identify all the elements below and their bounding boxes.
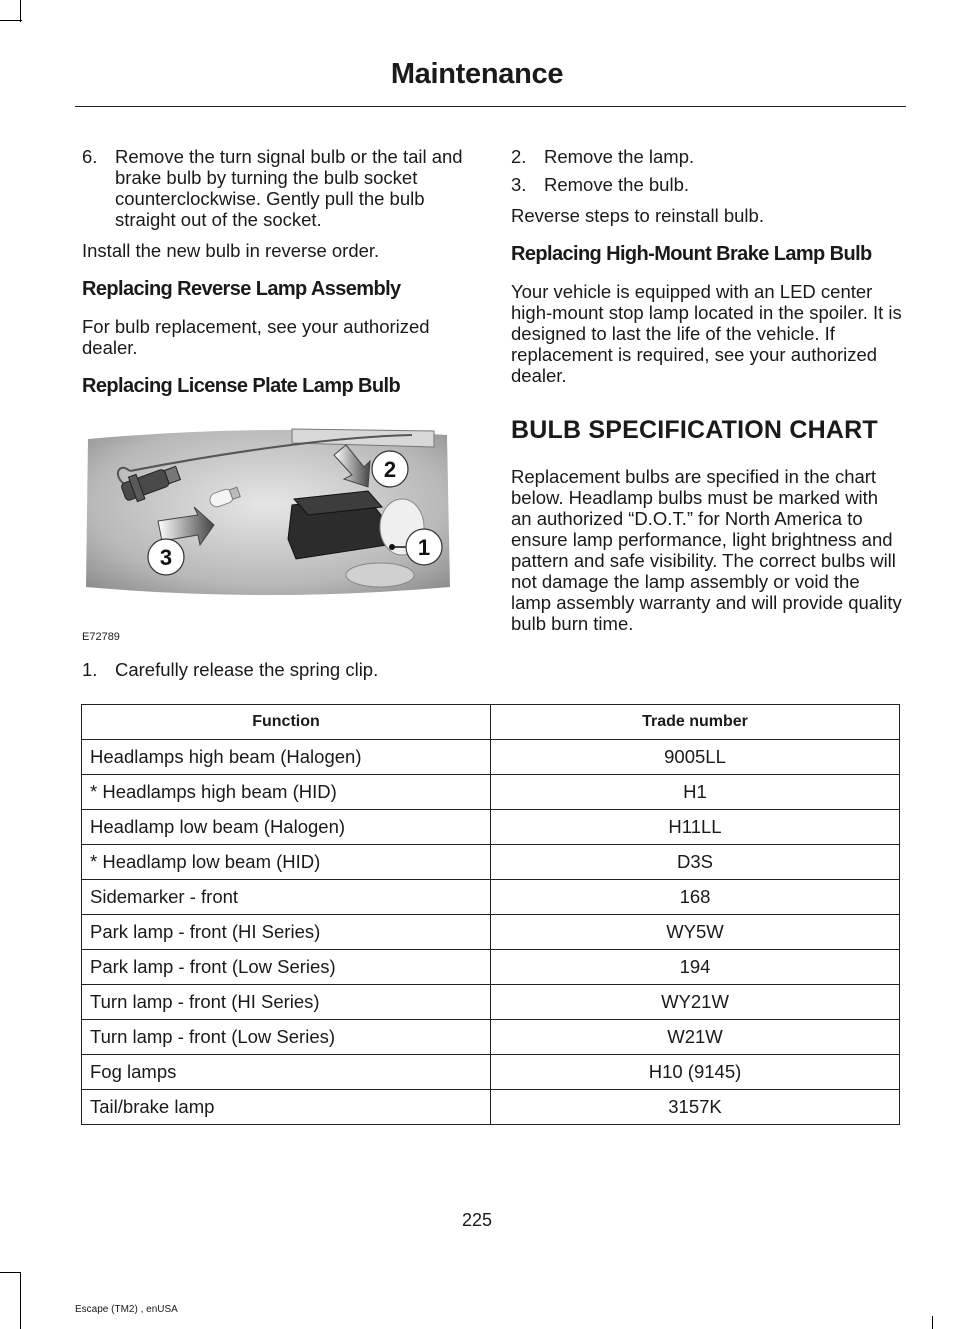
table-row [82,915,900,950]
bulb-chart-intro: Replacement bulbs are specified in the chart below. Headlamp bulbs must be marked with an authorized “D.O.T.” for North America to ensure lamp performance, light brightness and pattern and safe visibility. The correct bulbs will not damage the lamp assembly or void the lamp assembly warranty and will provide quality bulb burn time. [511,466,902,634]
function-cell: Park lamp - front (Low Series) [82,950,491,985]
step-number: 1. [82,659,98,680]
step-text: Remove the turn signal bulb or the tail and brake bulb by turning the bulb socket counterclockwise. Gently pull the bulb straight out of the socket. [115,146,463,230]
function-cell: Headlamp low beam (Halogen) [82,810,491,845]
step-text: Remove the bulb. [544,174,690,195]
step-number: 6. [82,146,98,167]
install-note: Install the new bulb in reverse order. [82,240,380,261]
step-1 [82,659,474,680]
trade-number-cell: H11LL [491,810,900,845]
right-column [511,146,903,644]
table-row [82,775,900,810]
function-cell: Turn lamp - front (Low Series) [82,1020,491,1055]
page-title: Maintenance [390,58,564,90]
table-row [82,1055,900,1090]
left-column [82,146,474,413]
column-header-function: Function [82,705,491,740]
trade-number-cell: H10 (9145) [491,1055,900,1090]
license-lamp-heading: Replacing License Plate Lamp Bulb [82,375,401,397]
step-text: Carefully release the spring clip. [115,659,379,680]
trade-number-cell: 9005LL [491,740,900,775]
license-lamp-diagram [82,427,452,599]
highmount-text: Your vehicle is equipped with an LED center high-mount stop lamp located in the spoiler. It is designed to last the life of the vehicle. If replacement is required, see your authorized dealer. [511,281,902,386]
step-number: 3. [511,174,527,195]
crop-mark [20,1272,21,1329]
reverse-lamp-text: For bulb replacement, see your authorized dealer. [82,316,430,358]
step-6 [82,146,474,230]
crop-mark [20,0,21,22]
callout-3: 3 [159,545,173,570]
bulb-spec-table [81,704,900,1125]
table-row [82,845,900,880]
step-text: Remove the lamp. [544,146,695,167]
function-cell: Park lamp - front (HI Series) [82,915,491,950]
trade-number-cell: WY5W [491,915,900,950]
table-row [82,810,900,845]
step-2 [511,146,903,167]
bulb-chart-heading: BULB SPECIFICATION CHART [511,416,878,444]
page-number: 225 [461,1210,493,1230]
trade-number-cell: D3S [491,845,900,880]
table-row [82,1020,900,1055]
table-row [82,880,900,915]
figure-code: E72789 [82,631,120,643]
trade-number-cell: 168 [491,880,900,915]
callout-2: 2 [383,457,397,482]
step-number: 2. [511,146,527,167]
reverse-steps-note: Reverse steps to reinstall bulb. [511,205,764,226]
highmount-heading: Replacing High-Mount Brake Lamp Bulb [511,243,872,265]
function-cell: Tail/brake lamp [82,1090,491,1125]
column-header-trade-number: Trade number [491,705,900,740]
function-cell: Headlamps high beam (Halogen) [82,740,491,775]
trade-number-cell: 3157K [491,1090,900,1125]
reverse-lamp-heading: Replacing Reverse Lamp Assembly [82,278,401,300]
function-cell: Turn lamp - front (HI Series) [82,985,491,1020]
function-cell: Fog lamps [82,1055,491,1090]
license-lamp-illustration [82,427,452,599]
function-cell: Sidemarker - front [82,880,491,915]
trade-number-cell: H1 [491,775,900,810]
trade-number-cell: WY21W [491,985,900,1020]
left-column-lower [82,659,474,690]
table-row [82,740,900,775]
trade-number-cell: W21W [491,1020,900,1055]
step-3 [511,174,903,195]
table-row [82,985,900,1020]
trade-number-cell: 194 [491,950,900,985]
crop-mark [0,1272,20,1273]
document-id: Escape (TM2) , enUSA [75,1304,178,1315]
table-row [82,950,900,985]
crop-mark [932,1316,933,1329]
function-cell: * Headlamps high beam (HID) [82,775,491,810]
crop-mark [0,20,22,21]
table-header-row [82,705,900,740]
title-divider [75,106,906,107]
callout-1: 1 [417,535,431,560]
function-cell: * Headlamp low beam (HID) [82,845,491,880]
table-row [82,1090,900,1125]
